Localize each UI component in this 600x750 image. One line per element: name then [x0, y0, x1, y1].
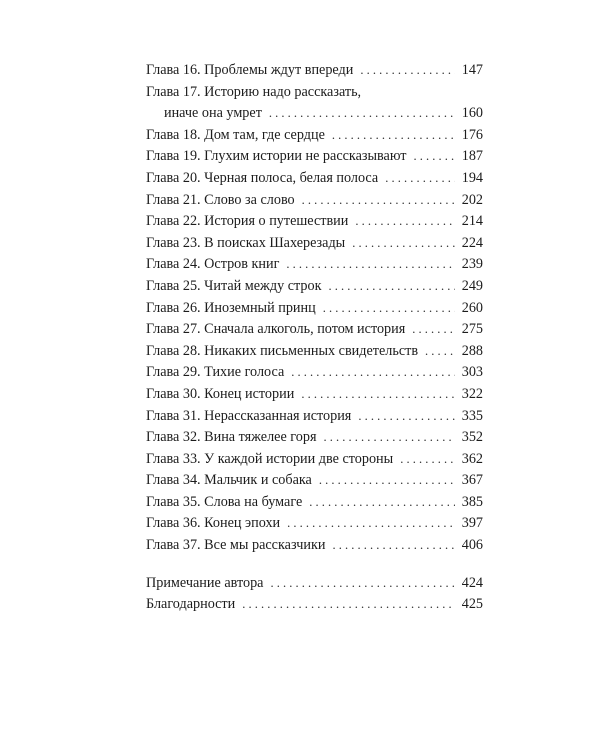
toc-entry-title: Глава 28. Никаких письменных свидетельств — [146, 342, 419, 359]
toc-entry-title: Глава 29. Тихие голоса — [146, 364, 285, 381]
dot-leader — [324, 427, 456, 449]
toc-entry-acknowledgements[interactable] — [146, 594, 483, 616]
toc-entry-page: 187 — [461, 148, 483, 165]
toc-entry-chapter-30[interactable] — [146, 384, 483, 406]
toc-entry-title: Глава 23. В поисках Шахерезады — [146, 234, 346, 251]
dot-leader — [425, 341, 455, 363]
toc-entry-page: 352 — [461, 429, 483, 446]
toc-entry-title: Глава 35. Слова на бумаге — [146, 493, 303, 510]
toc-entry-title: Глава 31. Нерассказанная история — [146, 407, 352, 424]
dot-leader — [355, 211, 455, 233]
toc-entry-page: 367 — [461, 472, 483, 489]
dot-leader — [332, 125, 455, 147]
toc-entry-page: 160 — [461, 105, 483, 122]
dot-leader — [270, 573, 455, 595]
toc-entry-chapter-29[interactable] — [146, 362, 483, 384]
toc-entry-title: Глава 36. Конец эпохи — [146, 515, 281, 532]
dot-leader — [287, 513, 455, 535]
dot-leader — [286, 254, 455, 276]
toc-entry-chapter-27[interactable] — [146, 319, 483, 341]
toc-entry-chapter-23[interactable] — [146, 233, 483, 255]
toc-entry-page: 249 — [461, 277, 483, 294]
toc-entry-chapter-17[interactable] — [146, 82, 483, 125]
toc-entry-title: Глава 37. Все мы рассказчики — [146, 537, 326, 554]
toc-entry-title: Глава 18. Дом там, где сердце — [146, 126, 325, 143]
toc-entry-chapter-24[interactable] — [146, 254, 483, 276]
toc-entry-page: 194 — [461, 169, 483, 186]
toc-entry-title: Благодарности — [146, 596, 236, 613]
toc-entry-title: Глава 27. Сначала алкоголь, потом история — [146, 321, 406, 338]
toc-entry-title: Глава 33. У каждой истории две стороны — [146, 450, 394, 467]
toc-entry-chapter-26[interactable] — [146, 298, 483, 320]
dot-leader — [400, 449, 455, 471]
toc-entry-chapter-31[interactable] — [146, 406, 483, 428]
toc-entry-title: Глава 16. Проблемы ждут впереди — [146, 62, 354, 78]
dot-leader — [291, 362, 455, 384]
dot-leader — [309, 492, 455, 514]
toc-entry-title: Примечание автора — [146, 574, 264, 591]
toc-entry-page: 224 — [461, 234, 483, 251]
dot-leader — [328, 276, 455, 298]
toc-entry-page: 397 — [461, 515, 483, 532]
toc-entry-page: 214 — [461, 213, 483, 230]
toc-entry-page: 425 — [461, 596, 483, 613]
toc-entry-chapter-16[interactable] — [146, 60, 483, 82]
toc-entry-page: 322 — [461, 385, 483, 402]
dot-leader — [360, 60, 455, 82]
toc-entry-page: 275 — [461, 321, 483, 338]
toc-entry-chapter-34[interactable] — [146, 470, 483, 492]
toc-entry-chapter-19[interactable] — [146, 146, 483, 168]
toc-entry-page: 385 — [461, 493, 483, 510]
toc-entry-chapter-20[interactable] — [146, 168, 483, 190]
toc-entry-title: Глава 21. Слово за слово — [146, 191, 295, 208]
toc-entry-title-continuation: иначе она умрет — [164, 105, 262, 122]
dot-leader — [385, 168, 455, 190]
dot-leader — [242, 594, 455, 616]
toc-entry-page: 424 — [461, 574, 483, 591]
toc-entry-title: Глава 26. Иноземный принц — [146, 299, 316, 316]
toc-entry-page: 176 — [461, 126, 483, 143]
toc-entry-chapter-18[interactable] — [146, 125, 483, 147]
toc-entry-chapter-32[interactable] — [146, 427, 483, 449]
dot-leader — [352, 233, 455, 255]
toc-entry-chapter-25[interactable] — [146, 276, 483, 298]
toc-entry-title: Глава 25. Читай между строк — [146, 277, 322, 294]
toc-entry-page: 202 — [461, 191, 483, 208]
toc-entry-title: Глава 34. Мальчик и собака — [146, 472, 312, 489]
toc-entry-chapter-21[interactable] — [146, 190, 483, 212]
dot-leader — [302, 190, 455, 212]
toc-entry-title: Глава 20. Черная полоса, белая полоса — [146, 169, 379, 186]
dot-leader — [332, 535, 455, 557]
toc-entry-page: 303 — [461, 364, 483, 381]
dot-leader — [412, 319, 455, 341]
toc-entry-page: 362 — [461, 450, 483, 467]
toc-entry-page: 406 — [461, 537, 483, 554]
toc-entry-title: Глава 32. Вина тяжелее горя — [146, 429, 317, 446]
toc-entry-chapter-37[interactable] — [146, 535, 483, 557]
toc-entry-title: Глава 17. Историю надо рассказать, — [146, 83, 362, 100]
toc-entry-page: 147 — [461, 62, 483, 78]
toc-entry-chapter-33[interactable] — [146, 449, 483, 471]
dot-leader — [413, 146, 455, 168]
toc-entry-page: 335 — [461, 407, 483, 424]
table-of-contents — [146, 60, 483, 616]
dot-leader — [323, 298, 455, 320]
section-gap — [146, 557, 483, 573]
toc-entry-page: 288 — [461, 342, 483, 359]
toc-entry-chapter-35[interactable] — [146, 492, 483, 514]
dot-leader — [269, 103, 455, 125]
toc-entry-title: Глава 30. Конец истории — [146, 385, 295, 402]
dot-leader — [358, 406, 455, 428]
toc-entry-chapter-28[interactable] — [146, 341, 483, 363]
toc-entry-title: Глава 19. Глухим истории не рассказывают — [146, 148, 407, 165]
toc-entry-chapter-22[interactable] — [146, 211, 483, 233]
toc-entry-author-note[interactable] — [146, 573, 483, 595]
toc-entry-page: 260 — [461, 299, 483, 316]
toc-entry-title: Глава 22. История о путешествии — [146, 213, 349, 230]
dot-leader — [319, 470, 455, 492]
dot-leader — [301, 384, 455, 406]
toc-entry-page: 239 — [461, 256, 483, 273]
toc-entry-title: Глава 24. Остров книг — [146, 256, 280, 273]
toc-entry-chapter-36[interactable] — [146, 513, 483, 535]
